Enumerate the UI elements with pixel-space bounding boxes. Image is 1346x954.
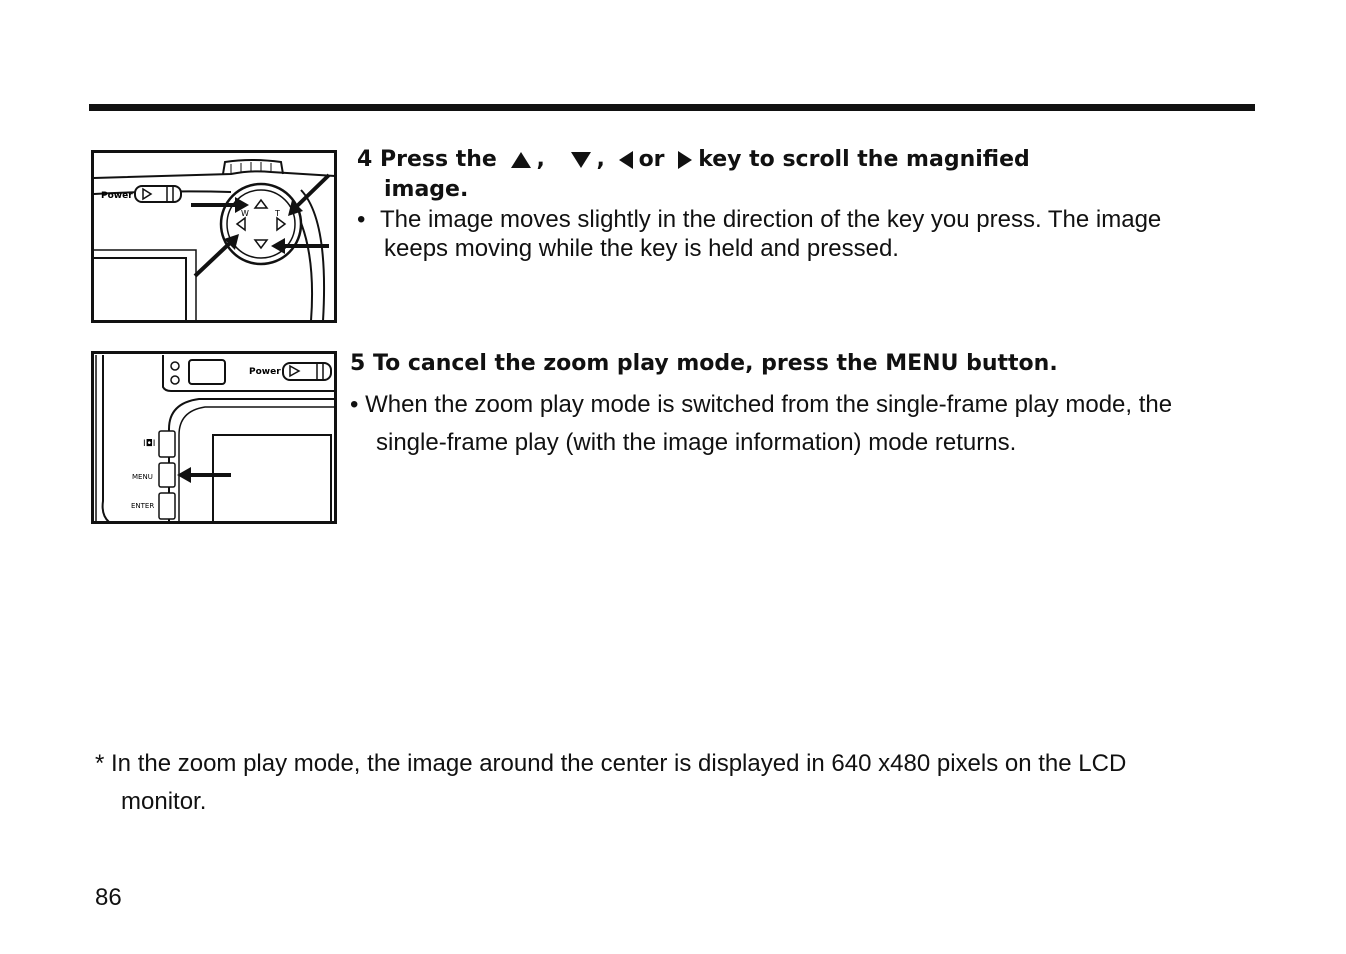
- menu-label: MENU: [132, 473, 153, 481]
- step-4-detail-line2: keeps moving while the key is held and pressed.: [384, 235, 899, 262]
- step-5-heading-text: To cancel the zoom play mode, press the MENU button.: [372, 351, 1058, 376]
- step-4-heading-line2: image.: [384, 177, 469, 202]
- camera-menu-illustration: [91, 351, 337, 524]
- step-5-detail-line2: single-frame play (with the image information) mode returns.: [376, 429, 1017, 456]
- svg-text:I◘I: I◘I: [143, 439, 156, 449]
- figure-menu-button: [91, 351, 337, 524]
- step-5-detail-line1: • When the zoom play mode is switched from the single-frame play mode, the: [350, 391, 1173, 418]
- page-number: 86: [95, 884, 122, 911]
- right-arrow-icon: [678, 151, 692, 169]
- footnote-line1: * In the zoom play mode, the image around the center is displayed in 640 x480 pixels on the LCD: [95, 750, 1127, 777]
- step-4-tail: key to scroll the magnified: [698, 147, 1030, 172]
- zoom-t-label: T: [275, 209, 280, 218]
- step-5-heading: [350, 351, 1058, 376]
- step-4-detail-line1: The image moves slightly in the direction of the key you press. The image: [380, 206, 1162, 233]
- left-arrow-icon: [619, 151, 633, 169]
- enter-label: ENTER: [131, 502, 155, 510]
- step-4-heading: 4 Press the , , or key to scroll the magnified: [357, 147, 1030, 172]
- zoom-w-label: W: [241, 209, 249, 218]
- step-number: 5: [350, 351, 366, 376]
- step-4-lead: Press the: [379, 147, 497, 172]
- footnote-line2: monitor.: [121, 788, 207, 815]
- step-number: 4: [357, 147, 373, 172]
- figure-scroll-keys: [91, 150, 337, 323]
- header-rule: [89, 104, 1255, 111]
- camera-keypad-illustration: [91, 150, 337, 323]
- power-label-2: Power: [249, 367, 281, 377]
- down-arrow-icon: [571, 152, 591, 168]
- up-arrow-icon: [511, 152, 531, 168]
- power-label: Power: [101, 191, 133, 201]
- step-4-bullet: •: [357, 206, 366, 233]
